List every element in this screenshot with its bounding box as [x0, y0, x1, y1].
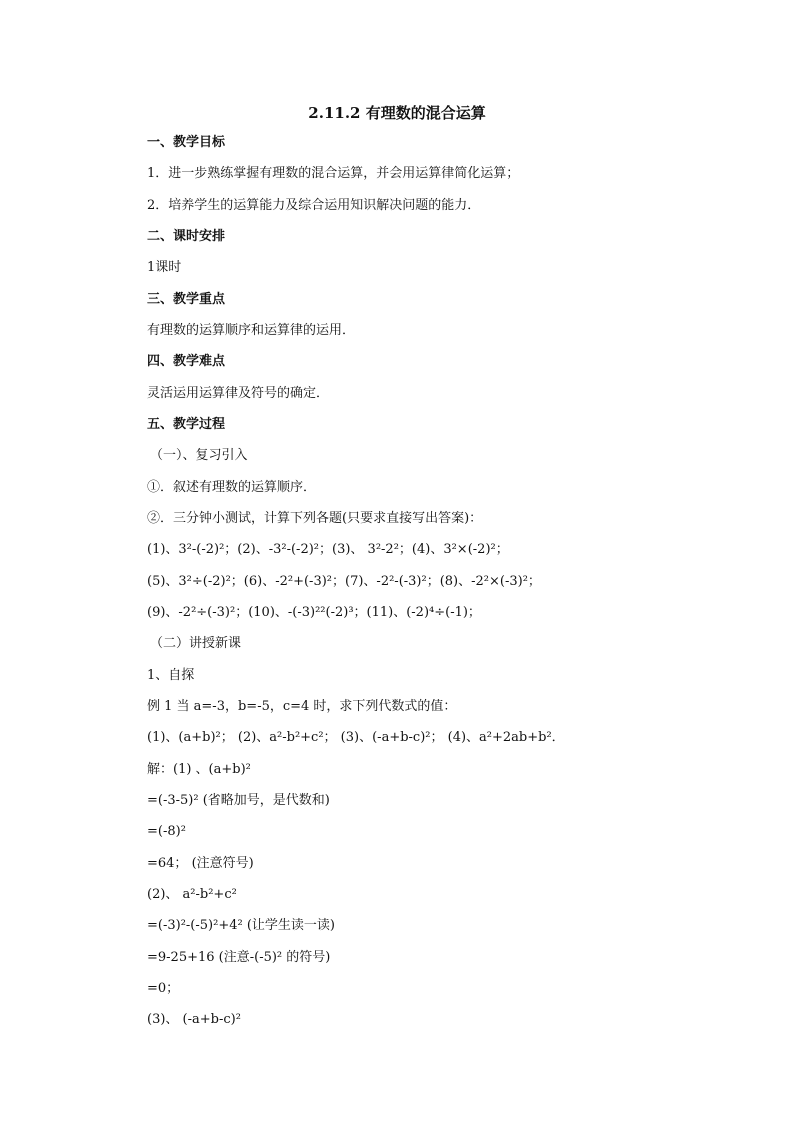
solution-line-8: =0；: [147, 981, 180, 996]
solution-line-9: (3)、 (-a+b-c)²: [147, 1012, 241, 1027]
goal-1: 1．进一步熟练掌握有理数的混合运算，并会用运算律简化运算；: [147, 166, 520, 181]
quiz-row-3: (9)、-2²÷(-3)²；(10)、-(-3)²²(-2)³；(11)、(-2)⁴÷(-1)；: [147, 605, 481, 620]
step-1: 1、自探: [147, 668, 195, 683]
review-item-1: ①．叙述有理数的运算顺序．: [147, 480, 317, 495]
solution-line-5: (2)、 a²-b²+c²: [147, 887, 237, 902]
part-2-heading: （二）讲授新课: [150, 636, 242, 651]
example-1: 例 1 当 a=-3，b=-5，c=4 时，求下列代数式的值：: [147, 699, 457, 714]
solution-line-2: =(-3-5)² (省略加号，是代数和): [147, 793, 330, 808]
solution-line-1: 解：(1) 、(a+b)²: [147, 762, 251, 777]
quiz-row-2: (5)、3²÷(-2)²；(6)、-2²+(-3)²；(7)、-2²-(-3)²；(8)、-2²×(-3)²；: [147, 574, 541, 589]
section-heading-difficulties: 四、教学难点: [147, 354, 226, 369]
document-title: 2.11.2 有理数的混合运算: [308, 104, 486, 122]
solution-line-4: =64； (注意符号): [147, 856, 254, 871]
solution-line-7: =9-25+16 (注意-(-5)² 的符号): [147, 950, 331, 965]
part-1-heading: （一）、复习引入: [150, 448, 248, 463]
solution-line-6: =(-3)²-(-5)²+4² (让学生读一读): [147, 918, 335, 933]
section-heading-schedule: 二、课时安排: [147, 229, 226, 244]
review-item-2: ②．三分钟小测试，计算下列各题(只要求直接写出答案)：: [147, 511, 483, 526]
goal-2: 2．培养学生的运算能力及综合运用知识解决问题的能力．: [147, 198, 481, 213]
quiz-row-1: (1)、3²-(-2)²；(2)、-3²-(-2)²；(3)、 3²-2²；(4)、3²×(-2)²；: [147, 542, 509, 557]
example-items: (1)、(a+b)²； (2)、a²-b²+c²； (3)、(-a+b-c)²； (4)、a²+2ab+b²．: [147, 730, 565, 745]
section-heading-goals: 一、教学目标: [147, 135, 226, 150]
key-points-text: 有理数的运算顺序和运算律的运用．: [147, 323, 356, 338]
section-heading-process: 五、教学过程: [147, 417, 226, 432]
schedule-text: 1课时: [147, 260, 182, 275]
difficulties-text: 灵活运用运算律及符号的确定．: [147, 386, 330, 401]
solution-line-3: =(-8)²: [147, 824, 186, 839]
section-heading-key-points: 三、教学重点: [147, 292, 226, 307]
